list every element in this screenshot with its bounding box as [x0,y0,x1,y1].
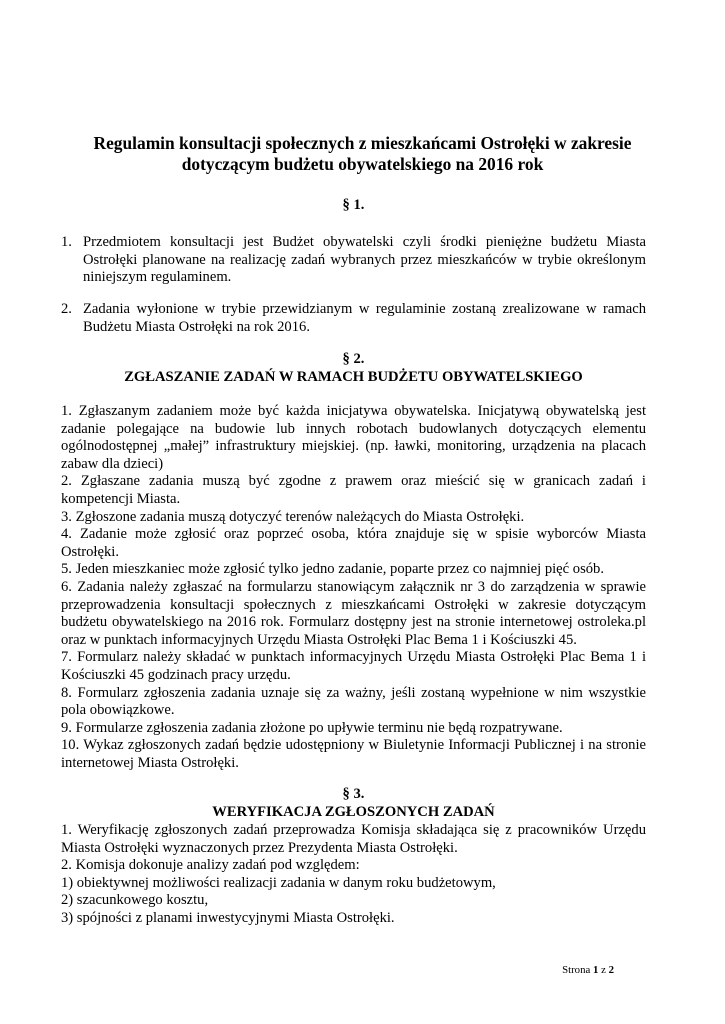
section-2-heading: § 2. [342,351,365,367]
title-line-1: Regulamin konsultacji społecznych z mieszkańcami Ostrołęki w zakresie [93,133,632,153]
section-3-heading: § 3. [342,786,365,802]
item-number: 1. [61,234,72,250]
footer-prefix: Strona [562,964,591,976]
section-2-item: 4. Zadanie może zgłosić oraz poprzeć osoba, która znajduje się w spisie wyborców Miasta Ostrołęki. [61,526,646,560]
section-3-subitem: 3) spójności z planami inwestycyjnymi Miasta Ostrołęki. [61,909,395,926]
section-3-item: 2. Komisja dokonuje analizy zadań pod względem: [61,857,360,874]
section-2-body [61,403,646,772]
page-footer [562,964,614,977]
item-text: Zadania wyłonione w trybie przewidzianym w regulaminie zostaną zrealizowane w ramach Budżetu Miasta Ostrołęki na rok 2016. [83,301,646,335]
section-1-item [61,234,646,287]
footer-separator: z [601,964,606,976]
item-number: 2. [61,301,72,317]
section-1-list [61,234,646,287]
section-2-item: 5. Jeden mieszkaniec może zgłosić tylko jedno zadanie, poparte przez co najmniej pięć osób. [61,561,605,578]
section-2-item: 10. Wykaz zgłoszonych zadań będzie udostępniony w Biuletynie Informacji Publicznej i na stronie internetowej Miasta Ostrołęki. [61,737,646,771]
title-line-2: dotyczącym budżetu obywatelskiego na 2016 rok [181,154,544,174]
section-2-subheading: ZGŁASZANIE ZADAŃ W RAMACH BUDŻETU OBYWATELSKIEGO [124,369,583,385]
item-text: Przedmiotem konsultacji jest Budżet obywatelski czyli środki pieniężne budżetu Miasta Ostrołęki planowane na realizację zadań wybranych przez mieszkańców w trybie określonym niniejszym regulaminem. [83,234,646,286]
section-2-item: 3. Zgłoszone zadania muszą dotyczyć terenów należących do Miasta Ostrołęki. [61,508,525,525]
section-3-body [61,822,646,928]
section-2-item: 7. Formularz należy składać w punktach informacyjnych Urzędu Miasta Ostrołęki Plac Bema 1 i Kościuszki 45 godzinach pracy urzędu. [61,649,646,683]
section-1-heading: § 1. [342,197,365,213]
section-2-item: 1. Zgłaszanym zadaniem może być każda inicjatywa obywatelska. Inicjatywą obywatelską jest zadanie polegające na budowie lub innych robotach budowlanych dotyczących elementu ogólnodostępnej „małej” infrastruktury miejskiej. (np. ławki, monitoring, urządzenia na placach zabaw dla dzieci) [61,403,646,472]
section-2-item: 9. Formularze zgłoszenia zadania złożone po upływie terminu nie będą rozpatrywane. [61,719,563,736]
section-1-list-2 [61,301,646,336]
section-3-item: 1. Weryfikację zgłoszonych zadań przeprowadza Komisja składająca się z pracowników Urzędu Miasta Ostrołęki wyznaczonych przez Prezydenta Miasta Ostrołęki. [61,822,646,856]
document-title [61,133,664,175]
section-2-item: 2. Zgłaszane zadania muszą być zgodne z prawem oraz mieścić się w granicach zadań i kompetencji Miasta. [61,473,646,507]
section-3-subheading: WERYFIKACJA ZGŁOSZONYCH ZADAŃ [212,804,495,820]
footer-page-number: 1 [592,964,599,976]
section-1-item [61,301,646,336]
section-3-subitem: 2) szacunkowego kosztu, [61,892,209,909]
section-3-subitem: 1) obiektywnej możliwości realizacji zadania w danym roku budżetowym, [61,874,496,891]
section-2-item: 8. Formularz zgłoszenia zadania uznaje się za ważny, jeśli zostaną wypełnione w nim wszystkie pola obowiązkowe. [61,684,646,719]
footer-page-total: 2 [608,964,614,976]
section-2-item: 6. Zadania należy zgłaszać na formularzu stanowiącym załącznik nr 3 do zarządzenia w sprawie przeprowadzenia konsultacji społecznych z mieszkańcami Ostrołęki w zakresie dotyczącym budżetu obywatelskiego na 2016 rok. Formularz dostępny jest na stronie internetowej ostroleka.pl oraz w punktach informacyjnych Urzędu Miasta Ostrołęki Plac Bema 1 i Kościuszki 45. [61,578,646,648]
